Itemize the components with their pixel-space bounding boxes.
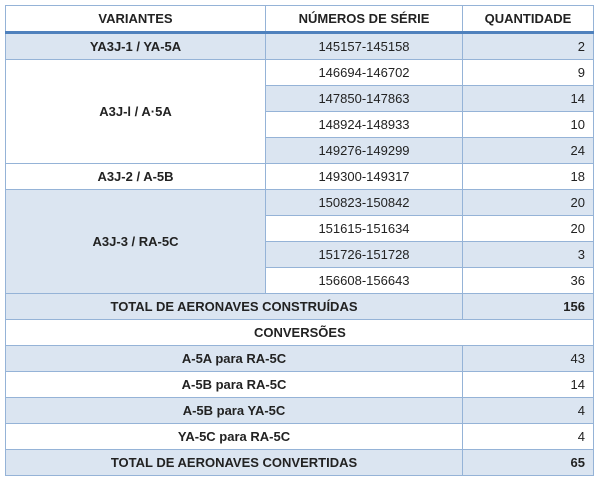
- total-built-label: TOTAL DE AERONAVES CONSTRUÍDAS: [6, 294, 463, 320]
- variant-cell: A3J-2 / A-5B: [6, 164, 266, 190]
- serial-cell: 145157-145158: [266, 33, 463, 60]
- quantity-cell: 14: [463, 86, 594, 112]
- serial-cell: 156608-156643: [266, 268, 463, 294]
- aircraft-variants-table: [5, 5, 594, 476]
- variant-cell: A3J-l / A·5A: [6, 60, 266, 164]
- conversion-label: A-5B para RA-5C: [6, 372, 463, 398]
- conversion-row: [6, 398, 594, 424]
- conversion-label: YA-5C para RA-5C: [6, 424, 463, 450]
- conversion-row: [6, 424, 594, 450]
- header-quantity: QUANTIDADE: [463, 6, 594, 33]
- conversion-label: A-5A para RA-5C: [6, 346, 463, 372]
- total-converted-value: 65: [463, 450, 594, 476]
- conversion-row: [6, 346, 594, 372]
- header-row: [6, 6, 594, 33]
- conversion-value: 14: [463, 372, 594, 398]
- variant-cell: A3J-3 / RA-5C: [6, 190, 266, 294]
- serial-cell: 150823-150842: [266, 190, 463, 216]
- quantity-cell: 24: [463, 138, 594, 164]
- quantity-cell: 2: [463, 33, 594, 60]
- table-row: [6, 60, 594, 86]
- header-variants: VARIANTES: [6, 6, 266, 33]
- conversion-value: 43: [463, 346, 594, 372]
- quantity-cell: 20: [463, 216, 594, 242]
- conversion-value: 4: [463, 424, 594, 450]
- quantity-cell: 3: [463, 242, 594, 268]
- conversion-value: 4: [463, 398, 594, 424]
- quantity-cell: 20: [463, 190, 594, 216]
- total-built-row: [6, 294, 594, 320]
- table-row: [6, 190, 594, 216]
- table-row: [6, 33, 594, 60]
- serial-cell: 146694-146702: [266, 60, 463, 86]
- conversion-row: [6, 372, 594, 398]
- quantity-cell: 9: [463, 60, 594, 86]
- conversion-label: A-5B para YA-5C: [6, 398, 463, 424]
- serial-cell: 151726-151728: [266, 242, 463, 268]
- total-built-value: 156: [463, 294, 594, 320]
- serial-cell: 149300-149317: [266, 164, 463, 190]
- quantity-cell: 36: [463, 268, 594, 294]
- table-row: [6, 164, 594, 190]
- total-converted-row: [6, 450, 594, 476]
- header-serials: NÚMEROS DE SÉRIE: [266, 6, 463, 33]
- variant-cell: YA3J-1 / YA-5A: [6, 33, 266, 60]
- serial-cell: 147850-147863: [266, 86, 463, 112]
- serial-cell: 148924-148933: [266, 112, 463, 138]
- serial-cell: 149276-149299: [266, 138, 463, 164]
- total-converted-label: TOTAL DE AERONAVES CONVERTIDAS: [6, 450, 463, 476]
- quantity-cell: 10: [463, 112, 594, 138]
- quantity-cell: 18: [463, 164, 594, 190]
- conversions-title-row: [6, 320, 594, 346]
- conversions-title: CONVERSÕES: [6, 320, 594, 346]
- serial-cell: 151615-151634: [266, 216, 463, 242]
